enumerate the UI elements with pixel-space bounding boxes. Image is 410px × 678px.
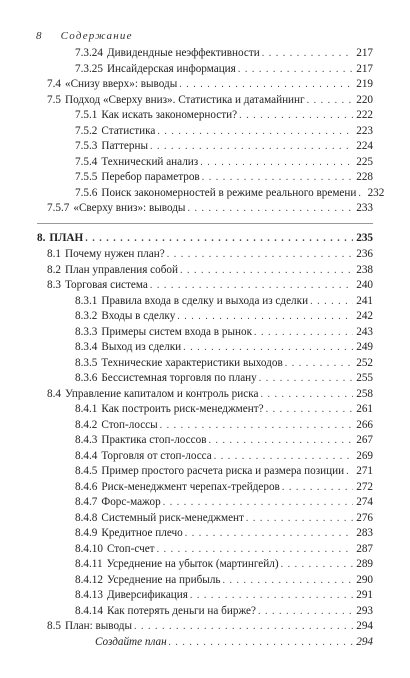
toc-entry[interactable] [37,433,373,449]
toc-entry[interactable] [37,495,373,511]
toc-entry-page: 241 [356,294,373,307]
toc-leader-dots [185,526,353,542]
toc-entry-number: 8.3.3 [75,325,98,338]
toc-leader-dots [157,124,353,140]
toc-entry-title: «Снизу вверх»: выводы [64,78,178,90]
toc-leader-dots [246,511,353,527]
toc-entry-title: Усреднение на прибыль [106,573,221,586]
toc-leader-dots [208,433,353,449]
toc-entry-number: 8.4.3 [75,434,98,446]
toc-leader-dots [187,201,353,217]
toc-entry[interactable] [37,604,373,620]
toc-entry-number: 7.5.4 [75,155,98,168]
toc-entry-number: 7.5 [47,93,61,106]
toc-entry-page: 228 [356,171,373,183]
toc-entry-page: 232 [367,186,385,199]
toc-entry-number: 8. [37,231,46,244]
toc-entry[interactable] [37,139,373,155]
toc-entry-page: 255 [356,372,373,384]
toc-entry-title: Как искать закономерности? [101,109,238,121]
toc-entry-title: Технический анализ [101,155,199,168]
toc-leader-dots [346,464,353,480]
toc-leader-dots [214,449,353,465]
toc-entry-title: Стоп-лоссы [101,418,158,431]
toc-entry-number: 8.4.5 [75,465,98,477]
toc-entry[interactable] [37,573,373,589]
toc-leader-dots [223,573,353,589]
toc-entry-page: 293 [356,604,373,617]
toc-entry-page: 290 [356,573,373,586]
toc-entry-page: 235 [356,231,373,244]
toc-entry-number: 8.3.2 [75,310,98,322]
toc-leader-dots [282,480,353,496]
toc-entry-page: 217 [356,47,373,59]
toc-entry-page: 225 [356,155,373,168]
toc-leader-dots [160,418,353,434]
toc-entry-number: 8.3.4 [75,341,98,353]
toc-entry[interactable] [37,619,373,635]
toc-leader-dots [200,155,353,171]
toc-entry-title: Правила входа в сделку и выхода из сделки [101,294,309,307]
toc-entry[interactable] [37,77,373,93]
toc-entry-title: Паттерны [101,140,148,152]
toc-entry-title: Пример простого расчета риска и размера позиции [101,465,345,477]
toc-entry[interactable] [37,356,373,372]
toc-leader-dots [239,108,353,124]
toc-entry-page: 269 [356,449,373,462]
toc-leader-dots [285,356,353,372]
toc-entry-title: Почему нужен план? [64,248,165,260]
toc-entry-page: 289 [356,558,373,570]
toc-entry-title: Торговля от стоп-лосса [101,449,212,462]
toc-leader-dots [169,635,353,651]
toc-entry-number: 8.1 [47,248,61,260]
toc-entry-page: 271 [356,465,373,477]
toc-entry-title: Стоп-счет [106,542,155,555]
toc-entry[interactable] [37,62,373,78]
toc-entry[interactable] [37,263,373,279]
toc-entry-title: Примеры систем входа в рынок [101,325,253,338]
toc-leader-dots [183,340,353,356]
toc-entry-number: 8.4.7 [75,496,98,508]
toc-entry-title: Технические характеристики выходов [101,356,283,369]
toc-entry-page: 287 [356,542,373,555]
toc-entry-number: 8.5 [47,620,61,632]
toc-entry[interactable] [37,93,373,109]
toc-leader-dots [134,619,353,635]
toc-leader-dots [254,325,353,341]
toc-leader-dots [238,62,353,78]
toc-entry[interactable] [37,186,385,202]
toc-entry-page: 272 [356,480,373,493]
toc-entry-number: 8.4.10 [75,542,103,555]
toc-entry-page: 294 [356,620,373,632]
toc-entry-number: 8.3 [47,279,61,291]
toc-entry[interactable] [37,247,373,263]
toc-leader-dots [177,309,353,325]
toc-entry-page: 242 [356,310,373,322]
toc-entry[interactable] [37,511,373,527]
toc-entry[interactable] [37,278,373,294]
toc-entry-title: Подход «Сверху вниз». Статистика и датамайнинг [64,93,305,106]
toc-leader-dots [163,495,353,511]
running-header [36,30,133,42]
toc-entry[interactable] [37,480,373,496]
toc-entry-number: 7.5.6 [75,186,98,199]
toc-entry-title: Входы в сделку [101,310,176,322]
toc-entry-page: 294 [356,635,373,648]
toc-entry-page: 236 [356,248,373,260]
toc-entry-title: Как построить риск-менеджмент? [101,403,264,415]
toc-entry-title: Бессистемная торговля по плану [101,372,257,384]
toc-entry-number: 7.3.24 [75,47,103,59]
toc-leader-dots [157,542,353,558]
toc-entry-number: 8.4.6 [75,480,98,493]
toc-entry-title: Управление капиталом и контроль риска [64,387,259,400]
toc-leader-dots [150,278,353,294]
toc-entry-page: 219 [356,78,373,90]
toc-entry-page: 224 [356,140,373,152]
toc-entry-page: 267 [356,434,373,446]
toc-entry-page: 276 [356,511,373,524]
toc-entry-title: ПЛАН [49,231,84,244]
toc-entry-title: Усреднение на убыток (мартингейл) [106,558,279,570]
toc-entry-number: 8.4.12 [75,573,103,586]
toc-entry-title: Риск-менеджмент черепах-трейдеров [101,480,280,493]
toc-entry-number: 8.4.8 [75,511,98,524]
toc-leader-dots [202,170,353,186]
toc-entry-title: План: выводы [64,620,132,632]
toc-leader-dots [180,263,353,279]
toc-entry[interactable] [37,526,373,542]
toc-entry-title: Инсайдерская информация [106,62,236,75]
toc-entry-title: План управления собой [64,263,178,276]
toc-entry-number: 8.3.5 [75,356,98,369]
toc-entry-number: 8.2 [47,263,61,276]
toc-entry-page: 261 [356,403,373,415]
toc-entry[interactable] [37,542,373,558]
toc-leader-dots [307,93,353,109]
toc-entry-page: 222 [356,109,373,121]
toc-entry-page: 240 [356,279,373,291]
toc-entry-page: 233 [356,202,373,214]
toc-entry[interactable] [37,588,373,604]
toc-leader-dots [190,588,353,604]
toc-entry-number: 7.5.1 [75,109,98,121]
toc-entry-number: 8.3.6 [75,372,98,384]
header-page-number: 8 [36,30,43,42]
toc-entry[interactable] [37,309,373,325]
toc-entry[interactable] [37,387,373,403]
toc-leader-dots [262,46,353,62]
toc-entry[interactable] [37,108,373,124]
toc-leader-dots [258,604,353,620]
toc-entry-page: 217 [356,62,373,75]
toc-entry[interactable] [37,201,373,217]
toc-entry-title: Торговая система [64,279,148,291]
toc-chapter-entry[interactable] [37,231,373,247]
chapter-separator [37,223,373,224]
toc-entry[interactable] [37,124,373,140]
toc-entry-number: 8.4.14 [75,604,103,617]
toc-entry-number: 7.5.7 [47,202,70,214]
toc-leader-dots [167,247,353,263]
toc-entry[interactable] [37,402,373,418]
toc-leader-dots [259,371,353,387]
toc-entry[interactable] [37,155,373,171]
toc-entry-page: 243 [356,325,373,338]
toc-entry-number: 8.4.9 [75,527,98,539]
toc-leader-dots [150,139,353,155]
toc-entry-number: 8.4.2 [75,418,98,431]
toc-entry-number: 8.4.11 [75,558,103,570]
toc-entry-title: Кредитное плечо [101,527,183,539]
toc-entry[interactable] [37,46,373,62]
toc-leader-dots [281,557,353,573]
toc-entry-page: 220 [356,93,373,106]
toc-entry-number: 8.4.13 [75,589,103,601]
toc-leader-dots [85,231,353,247]
toc-entry-title: Выход из сделки [101,341,182,353]
toc-entry[interactable] [37,557,373,573]
toc-leader-dots [266,402,353,418]
toc-entry-number: 7.4 [47,78,61,90]
toc-entry[interactable] [37,340,373,356]
toc-entry-number: 8.4 [47,387,61,400]
toc-entry[interactable] [37,449,373,465]
toc-entry-number: 7.5.5 [75,171,98,183]
toc-entry[interactable] [37,635,373,651]
toc-entry[interactable] [37,371,373,387]
toc-entry-page: 258 [356,387,373,400]
toc-entry-title: Диверсификация [106,589,188,601]
toc-entry-number: 7.3.25 [75,62,103,75]
toc-entry-number: 8.4.1 [75,403,98,415]
toc-entry[interactable] [37,325,373,341]
toc-leader-dots [358,186,364,202]
toc-entry[interactable] [37,418,373,434]
toc-entry-title: Системный риск-менеджмент [101,511,244,524]
toc-leader-dots [179,77,353,93]
toc-entry-title: Форс-мажор [101,496,161,508]
toc-entry-page: 283 [356,527,373,539]
toc-entry-number: 8.3.1 [75,294,98,307]
toc-entry-title: Перебор параметров [101,171,200,183]
toc-entry-page: 238 [356,263,373,276]
toc-entry-title: Как потерять деньги на бирже? [106,604,256,617]
toc-entry-title: Создайте план [95,635,167,648]
toc-entry-title: Статистика [101,124,156,137]
toc-entry[interactable] [37,170,373,186]
toc-leader-dots [310,294,353,310]
table-of-contents [37,46,385,650]
toc-entry-number: 8.4.4 [75,449,98,462]
toc-entry-page: 274 [356,496,373,508]
toc-entry[interactable] [37,294,373,310]
toc-entry-number: 7.5.2 [75,124,98,137]
toc-entry-page: 223 [356,124,373,137]
toc-leader-dots [260,387,353,403]
toc-entry-title: Дивидендные неэффективности [106,47,260,59]
toc-entry[interactable] [37,464,373,480]
header-title: Содержание [60,30,133,42]
toc-entry-page: 252 [356,356,373,369]
toc-entry-title: Поиск закономерностей в режиме реального времени [101,186,357,199]
toc-entry-page: 249 [356,341,373,353]
toc-entry-title: Практика стоп-лоссов [101,434,207,446]
toc-entry-title: «Сверху вниз»: выводы [73,202,186,214]
toc-entry-number: 7.5.3 [75,140,98,152]
toc-entry-page: 266 [356,418,373,431]
toc-entry-page: 291 [356,589,373,601]
